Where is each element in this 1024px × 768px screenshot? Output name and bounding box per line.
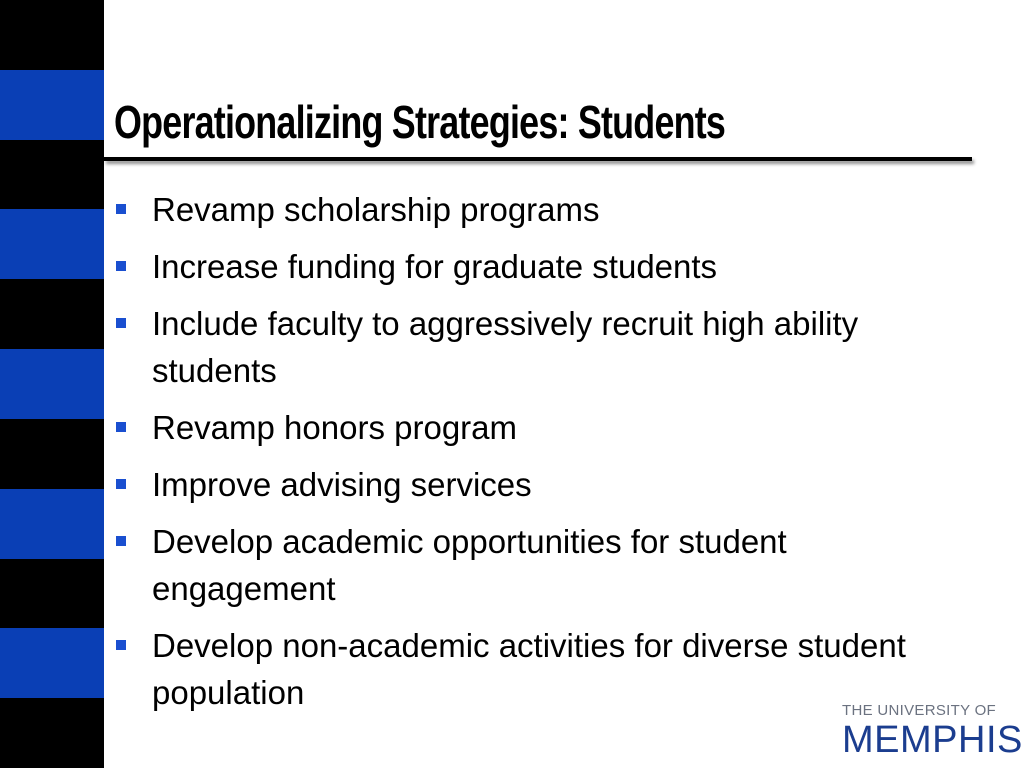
university-logo	[842, 702, 1023, 761]
bullet-text: Revamp honors program	[152, 409, 517, 446]
list-item	[116, 622, 936, 716]
logo-line-memphis: MEMPHIS	[842, 719, 1023, 761]
square-bullet-icon	[116, 479, 126, 489]
list-item	[116, 243, 936, 290]
list-item	[116, 461, 936, 508]
stripe-block	[0, 140, 104, 210]
stripe-block	[0, 698, 104, 768]
stripe-block	[0, 70, 104, 140]
square-bullet-icon	[116, 318, 126, 328]
bullet-text: Develop non-academic activities for diverse student population	[152, 627, 906, 711]
bullet-text: Revamp scholarship programs	[152, 191, 600, 228]
stripe-block	[0, 559, 104, 629]
bullet-list	[116, 186, 936, 726]
stripe-block	[0, 279, 104, 349]
bullet-text: Develop academic opportunities for student engagement	[152, 523, 787, 607]
list-item	[116, 186, 936, 233]
stripe-block	[0, 419, 104, 489]
title-underline	[104, 157, 972, 161]
square-bullet-icon	[116, 640, 126, 650]
list-item	[116, 300, 936, 394]
square-bullet-icon	[116, 422, 126, 432]
stripe-block	[0, 209, 104, 279]
logo-line-university-of: THE UNIVERSITY OF	[842, 702, 997, 719]
slide-title: Operationalizing Strategies: Students	[114, 96, 726, 148]
stripe-block	[0, 349, 104, 419]
stripe-block	[0, 0, 104, 70]
square-bullet-icon	[116, 204, 126, 214]
square-bullet-icon	[116, 261, 126, 271]
side-stripe-decoration	[0, 0, 104, 768]
bullet-text: Include faculty to aggressively recruit high ability students	[152, 305, 859, 389]
stripe-block	[0, 489, 104, 559]
square-bullet-icon	[116, 536, 126, 546]
stripe-block	[0, 628, 104, 698]
list-item	[116, 518, 936, 612]
list-item	[116, 404, 936, 451]
bullet-text: Increase funding for graduate students	[152, 248, 718, 285]
bullet-text: Improve advising services	[152, 466, 532, 503]
